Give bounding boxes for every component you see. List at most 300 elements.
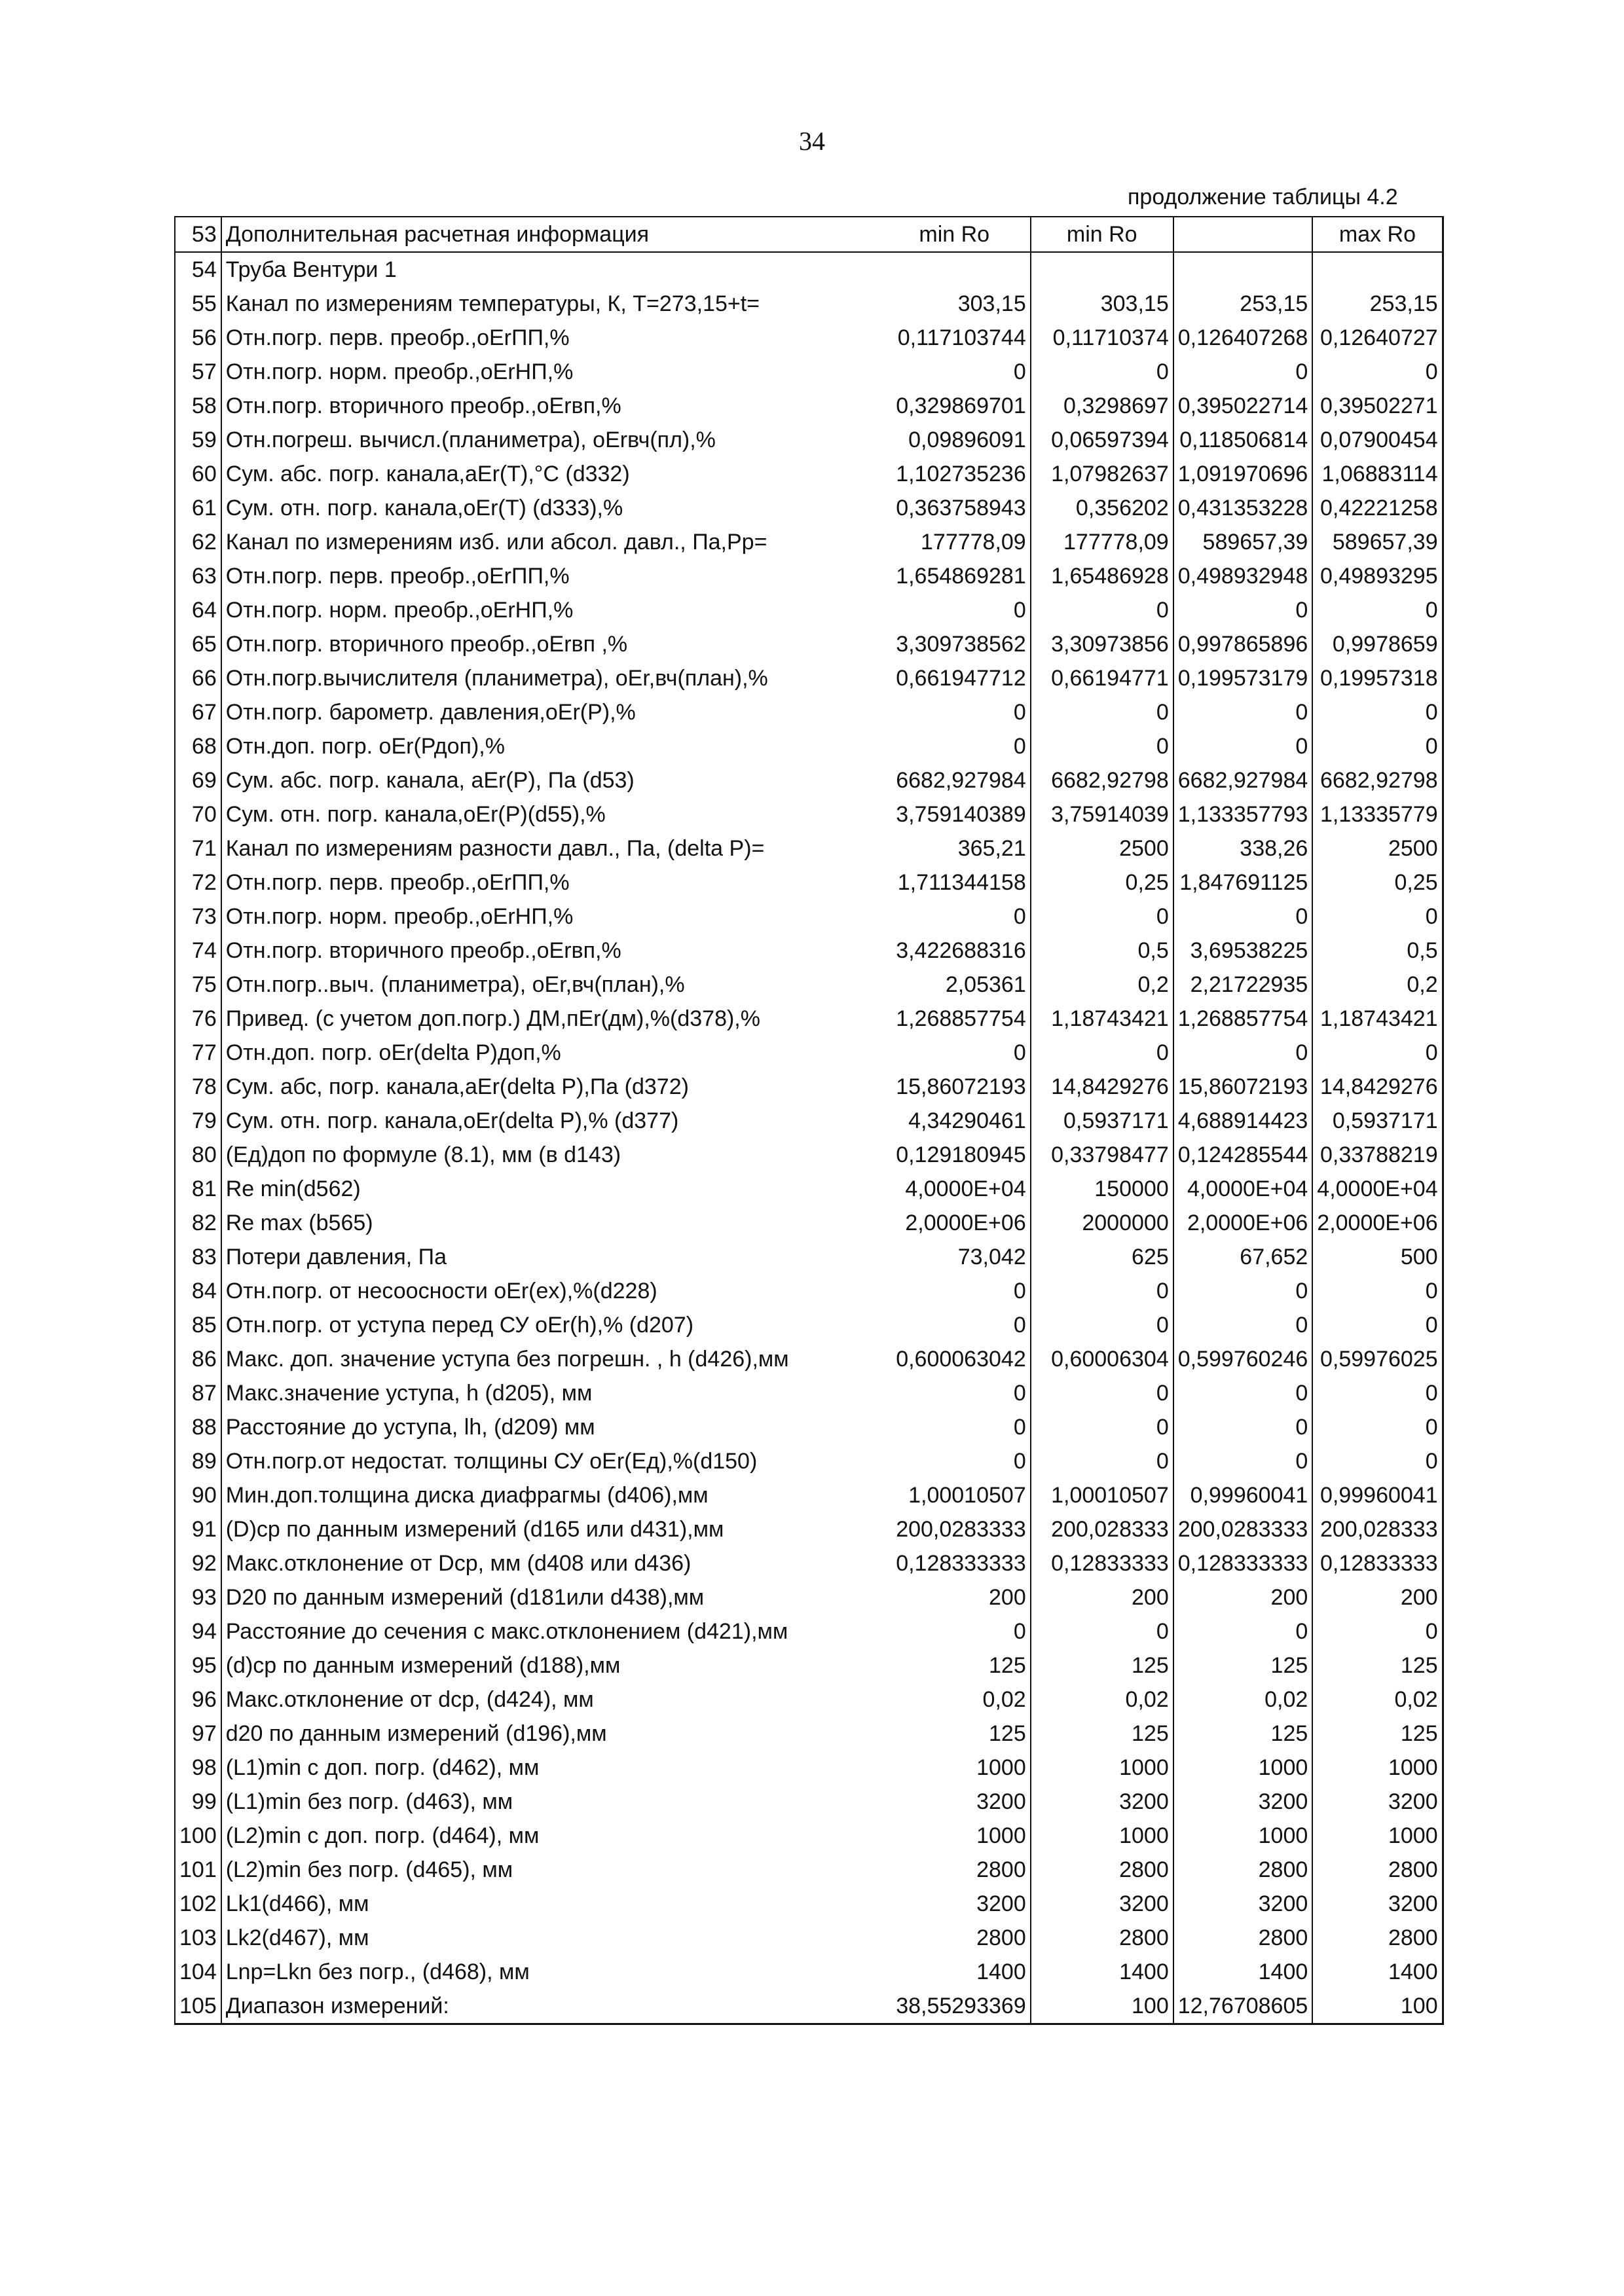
row-value-1: 0 [879,1410,1031,1444]
row-number: 73 [175,900,221,934]
row-number: 85 [175,1308,221,1342]
row-description: Канал по измерениям изб. или абсол. давл., Па,Pp= [221,525,879,559]
table-row [175,866,1443,900]
table-row [175,355,1443,389]
row-value-3: 0,395022714 [1173,389,1313,423]
table-row [175,1785,1443,1819]
row-number: 61 [175,491,221,525]
row-value-4: 0,59976025 [1312,1342,1443,1376]
row-description: (D)ср по данным измерений (d165 или d431),мм [221,1512,879,1546]
row-value-4: 2500 [1312,831,1443,866]
row-value-1: 0,09896091 [879,423,1031,457]
row-number: 70 [175,797,221,831]
row-description: Отн.погр.от недостат. толщины СУ oEr(Ед),%(d150) [221,1444,879,1478]
table-row [175,968,1443,1002]
table-row [175,1546,1443,1580]
table-row [175,1887,1443,1921]
row-value-4: 0 [1312,1036,1443,1070]
table-row [175,1751,1443,1785]
row-value-1: 200,0283333 [879,1512,1031,1546]
calculation-table [174,216,1444,2025]
row-description: Отн.погр.вычислителя (планиметра), oEr,вч(план),% [221,661,879,695]
table-row [175,1036,1443,1070]
row-value-2: 0,60006304 [1031,1342,1173,1376]
row-value-1: 177778,09 [879,525,1031,559]
row-value-2: 0,3298697 [1031,389,1173,423]
row-value-2: 14,8429276 [1031,1070,1173,1104]
row-description: Отн.погр. вторичного преобр.,oErвп,% [221,934,879,968]
row-value-4: 0,12640727 [1312,321,1443,355]
row-description: Отн.погреш. вычисл.(планиметра), oErвч(пл),% [221,423,879,457]
table-row [175,1274,1443,1308]
row-value-3: 0 [1173,355,1313,389]
row-number: 89 [175,1444,221,1478]
row-number: 95 [175,1649,221,1683]
row-number: 77 [175,1036,221,1070]
row-value-4: 3200 [1312,1887,1443,1921]
row-description: Отн.погр. от несоосности oEr(ex),%(d228) [221,1274,879,1308]
table-row [175,729,1443,763]
row-description: Lk2(d467), мм [221,1921,879,1955]
row-value-4: 0 [1312,1274,1443,1308]
row-number: 72 [175,866,221,900]
row-value-4: 1,13335779 [1312,797,1443,831]
row-number: 68 [175,729,221,763]
row-value-3: 0,128333333 [1173,1546,1313,1580]
row-value-4: 0,19957318 [1312,661,1443,695]
row-description: d20 по данным измерений (d196),мм [221,1717,879,1751]
row-description: Отн.доп. погр. oEr(Рдоп),% [221,729,879,763]
row-value-1: 1,711344158 [879,866,1031,900]
row-value-1: 1000 [879,1751,1031,1785]
table-row [175,797,1443,831]
row-value-4: 0,12833333 [1312,1546,1443,1580]
row-value-1: 125 [879,1717,1031,1751]
row-value-3: 0,199573179 [1173,661,1313,695]
row-value-1 [879,252,1031,287]
table-row [175,457,1443,491]
row-value-2: 2500 [1031,831,1173,866]
row-value-1: 0 [879,593,1031,627]
row-number: 100 [175,1819,221,1853]
table-continuation-caption: продолжение таблицы 4.2 [1128,185,1398,210]
table-row [175,423,1443,457]
row-value-2: 3200 [1031,1887,1173,1921]
row-value-1: 0,117103744 [879,321,1031,355]
row-description: D20 по данным измерений (d181или d438),мм [221,1580,879,1614]
row-description: (L2)min без погр. (d465), мм [221,1853,879,1887]
row-value-2: 0 [1031,1376,1173,1410]
row-value-4: 0 [1312,355,1443,389]
row-value-3: 0 [1173,900,1313,934]
row-value-1: 4,0000E+04 [879,1172,1031,1206]
row-value-3: 2,0000E+06 [1173,1206,1313,1240]
row-value-2: 1,00010507 [1031,1478,1173,1512]
row-description: Отн.погр. вторичного преобр.,oErвп,% [221,389,879,423]
page-number: 34 [799,126,825,156]
header-col-2: min Ro [1031,217,1173,252]
row-value-2: 0,02 [1031,1683,1173,1717]
row-number: 76 [175,1002,221,1036]
header-col-3 [1173,217,1313,252]
table-row [175,1717,1443,1751]
row-value-1: 3,422688316 [879,934,1031,968]
row-value-3: 67,652 [1173,1240,1313,1274]
row-description: Сум. отн. погр. канала,oEr(T) (d333),% [221,491,879,525]
row-number: 97 [175,1717,221,1751]
row-description: Отн.погр..выч. (планиметра), oEr,вч(план),% [221,968,879,1002]
row-number: 99 [175,1785,221,1819]
row-number: 57 [175,355,221,389]
row-value-1: 2,05361 [879,968,1031,1002]
row-description: Труба Вентури 1 [221,252,879,287]
row-value-4: 500 [1312,1240,1443,1274]
row-value-3: 0 [1173,1410,1313,1444]
row-description: Отн.погр. перв. преобр.,oErПП,% [221,559,879,593]
row-value-2: 1000 [1031,1751,1173,1785]
row-value-2: 0,5 [1031,934,1173,968]
row-number: 58 [175,389,221,423]
row-value-1: 303,15 [879,287,1031,321]
row-value-3: 0,02 [1173,1683,1313,1717]
row-value-3: 0 [1173,593,1313,627]
table-row [175,1853,1443,1887]
row-value-2: 0,2 [1031,968,1173,1002]
row-value-1: 1000 [879,1819,1031,1853]
row-value-3: 1000 [1173,1819,1313,1853]
row-value-2: 0 [1031,900,1173,934]
row-description: Re min(d562) [221,1172,879,1206]
row-description: Lnp=Lkn без погр., (d468), мм [221,1955,879,1989]
row-value-3: 0,126407268 [1173,321,1313,355]
table-row [175,252,1443,287]
row-value-1: 0,129180945 [879,1138,1031,1172]
row-description: (L1)min без погр. (d463), мм [221,1785,879,1819]
row-description: Макс.отклонение от Dср, мм (d408 или d436) [221,1546,879,1580]
row-description: Канал по измерениям температуры, К, T=273,15+t= [221,287,879,321]
row-value-3: 200 [1173,1580,1313,1614]
row-value-2: 0,356202 [1031,491,1173,525]
row-description: Макс. доп. значение уступа без погрешн. , h (d426),мм [221,1342,879,1376]
row-number: 105 [175,1989,221,2024]
row-value-3: 200,0283333 [1173,1512,1313,1546]
row-number: 60 [175,457,221,491]
table-row [175,627,1443,661]
row-number: 93 [175,1580,221,1614]
row-value-1: 200 [879,1580,1031,1614]
row-value-2: 0 [1031,593,1173,627]
row-number: 79 [175,1104,221,1138]
row-value-2: 1,18743421 [1031,1002,1173,1036]
row-number: 66 [175,661,221,695]
row-value-3: 0,997865896 [1173,627,1313,661]
row-number: 82 [175,1206,221,1240]
row-value-1: 0,329869701 [879,389,1031,423]
row-value-3: 1,091970696 [1173,457,1313,491]
table-row [175,287,1443,321]
row-value-4: 0 [1312,695,1443,729]
row-description: Сум. отн. погр. канала,oEr(P)(d55),% [221,797,879,831]
row-value-1: 0 [879,729,1031,763]
row-value-4: 0 [1312,1614,1443,1649]
row-value-3: 0,431353228 [1173,491,1313,525]
row-description: Макс.отклонение от dср, (d424), мм [221,1683,879,1717]
row-value-3: 0 [1173,1376,1313,1410]
row-value-2: 0,66194771 [1031,661,1173,695]
row-value-2: 177778,09 [1031,525,1173,559]
row-value-3: 1000 [1173,1751,1313,1785]
table-row [175,1989,1443,2024]
row-value-3: 2800 [1173,1853,1313,1887]
row-number: 54 [175,252,221,287]
row-value-1: 0 [879,1308,1031,1342]
row-number: 65 [175,627,221,661]
row-value-3: 253,15 [1173,287,1313,321]
row-number: 83 [175,1240,221,1274]
row-value-4: 0,9978659 [1312,627,1443,661]
row-value-2: 6682,92798 [1031,763,1173,797]
row-value-2: 3,75914039 [1031,797,1173,831]
row-description: Отн.погр. от уступа перед СУ oEr(h),% (d207) [221,1308,879,1342]
row-number: 55 [175,287,221,321]
row-value-2: 0,33798477 [1031,1138,1173,1172]
table-row [175,491,1443,525]
row-number: 103 [175,1921,221,1955]
row-description: Отн.доп. погр. oEr(delta P)доп,% [221,1036,879,1070]
row-value-2: 200,028333 [1031,1512,1173,1546]
row-description: Диапазон измерений: [221,1989,879,2024]
row-value-2: 0 [1031,355,1173,389]
row-description: (Ед)доп по формуле (8.1), мм (в d143) [221,1138,879,1172]
table-row [175,389,1443,423]
row-value-4: 4,0000E+04 [1312,1172,1443,1206]
row-value-3: 0 [1173,1308,1313,1342]
row-description: Отн.погр. норм. преобр.,oErНП,% [221,593,879,627]
table-row [175,1580,1443,1614]
table-row [175,1819,1443,1853]
row-value-4: 200,028333 [1312,1512,1443,1546]
row-description: Отн.погр. норм. преобр.,oErНП,% [221,355,879,389]
row-value-2: 0,06597394 [1031,423,1173,457]
row-value-1: 0 [879,695,1031,729]
row-value-3: 1400 [1173,1955,1313,1989]
row-description: Сум. абс. погр. канала, aEr(P), Па (d53) [221,763,879,797]
row-value-3: 4,0000E+04 [1173,1172,1313,1206]
row-value-2: 1400 [1031,1955,1173,1989]
table-row [175,695,1443,729]
row-value-3: 2800 [1173,1921,1313,1955]
row-description: (d)ср по данным измерений (d188),мм [221,1649,879,1683]
row-value-2: 0,11710374 [1031,321,1173,355]
row-value-4: 0,49893295 [1312,559,1443,593]
row-number: 104 [175,1955,221,1989]
row-value-4: 0,42221258 [1312,491,1443,525]
row-value-4: 3200 [1312,1785,1443,1819]
row-value-4: 0 [1312,1410,1443,1444]
row-description: (L1)min с доп. погр. (d462), мм [221,1751,879,1785]
row-value-1: 73,042 [879,1240,1031,1274]
row-number: 67 [175,695,221,729]
row-value-2: 150000 [1031,1172,1173,1206]
row-number: 102 [175,1887,221,1921]
row-number: 74 [175,934,221,968]
row-value-3: 15,86072193 [1173,1070,1313,1104]
row-value-4: 125 [1312,1649,1443,1683]
table-row [175,1478,1443,1512]
table-row [175,559,1443,593]
table-header-row [175,217,1443,252]
row-value-2: 0 [1031,1444,1173,1478]
row-value-1: 0,600063042 [879,1342,1031,1376]
row-value-4: 0 [1312,1444,1443,1478]
table-row [175,1070,1443,1104]
row-value-2: 2800 [1031,1853,1173,1887]
row-number: 96 [175,1683,221,1717]
row-value-2: 0,12833333 [1031,1546,1173,1580]
row-number: 81 [175,1172,221,1206]
row-value-3: 0,599760246 [1173,1342,1313,1376]
row-value-2: 3,30973856 [1031,627,1173,661]
row-value-2: 1000 [1031,1819,1173,1853]
row-value-2: 100 [1031,1989,1173,2024]
row-value-4: 0,02 [1312,1683,1443,1717]
table-row [175,1955,1443,1989]
row-value-1: 0,661947712 [879,661,1031,695]
row-value-3: 125 [1173,1717,1313,1751]
row-number: 62 [175,525,221,559]
row-value-4: 1,06883114 [1312,457,1443,491]
row-description: Отн.погр. барометр. давления,oEr(P),% [221,695,879,729]
row-description: (L2)min с доп. погр. (d464), мм [221,1819,879,1853]
table-row [175,321,1443,355]
row-value-1: 6682,927984 [879,763,1031,797]
row-number: 91 [175,1512,221,1546]
row-value-4: 589657,39 [1312,525,1443,559]
row-value-2: 0,5937171 [1031,1104,1173,1138]
table-row [175,525,1443,559]
table-row [175,1512,1443,1546]
row-value-4: 0 [1312,1308,1443,1342]
row-value-4: 0,25 [1312,866,1443,900]
row-value-2: 1,07982637 [1031,457,1173,491]
row-value-4: 0 [1312,1376,1443,1410]
row-number: 78 [175,1070,221,1104]
row-value-4: 100 [1312,1989,1443,2024]
row-value-4: 0,39502271 [1312,389,1443,423]
row-value-3: 0,498932948 [1173,559,1313,593]
row-number: 64 [175,593,221,627]
row-value-1: 125 [879,1649,1031,1683]
row-value-1: 3200 [879,1785,1031,1819]
row-description: Сум. абс, погр. канала,aEr(delta P),Па (d372) [221,1070,879,1104]
table-row [175,1206,1443,1240]
row-value-4: 6682,92798 [1312,763,1443,797]
row-number: 87 [175,1376,221,1410]
row-value-2: 2800 [1031,1921,1173,1955]
table-row [175,1308,1443,1342]
row-value-2 [1031,252,1173,287]
row-value-3: 3200 [1173,1887,1313,1921]
row-value-2: 125 [1031,1717,1173,1751]
row-value-1: 0 [879,1036,1031,1070]
row-number: 94 [175,1614,221,1649]
row-number: 71 [175,831,221,866]
row-value-1: 2800 [879,1921,1031,1955]
row-value-3: 1,268857754 [1173,1002,1313,1036]
row-value-3: 4,688914423 [1173,1104,1313,1138]
table-row [175,934,1443,968]
row-value-4: 1,18743421 [1312,1002,1443,1036]
row-value-4: 14,8429276 [1312,1070,1443,1104]
table-row [175,1104,1443,1138]
row-number: 88 [175,1410,221,1444]
row-value-2: 125 [1031,1649,1173,1683]
row-value-1: 2800 [879,1853,1031,1887]
row-value-2: 0 [1031,1410,1173,1444]
row-number: 63 [175,559,221,593]
row-value-1: 3200 [879,1887,1031,1921]
table-row [175,1444,1443,1478]
row-value-4: 200 [1312,1580,1443,1614]
table-row [175,1172,1443,1206]
row-description: Мин.доп.толщина диска диафрагмы (d406),мм [221,1478,879,1512]
table-row [175,1649,1443,1683]
table-row [175,661,1443,695]
row-value-4: 0,5 [1312,934,1443,968]
row-value-3: 12,76708605 [1173,1989,1313,2024]
row-number: 86 [175,1342,221,1376]
table-row [175,593,1443,627]
row-value-2: 0 [1031,1036,1173,1070]
row-number: 80 [175,1138,221,1172]
row-number: 84 [175,1274,221,1308]
row-value-4: 0 [1312,593,1443,627]
row-description: Отн.погр. норм. преобр.,oErНП,% [221,900,879,934]
row-value-3: 0 [1173,729,1313,763]
row-value-1: 0 [879,1376,1031,1410]
row-value-2: 0 [1031,729,1173,763]
row-value-4: 253,15 [1312,287,1443,321]
row-value-3: 589657,39 [1173,525,1313,559]
row-value-4: 2,0000E+06 [1312,1206,1443,1240]
row-value-4: 1000 [1312,1819,1443,1853]
header-row-number: 53 [175,217,221,252]
row-value-1: 0 [879,900,1031,934]
row-value-3: 338,26 [1173,831,1313,866]
row-value-4: 0,07900454 [1312,423,1443,457]
row-value-1: 1,00010507 [879,1478,1031,1512]
row-description: Lk1(d466), мм [221,1887,879,1921]
row-value-4: 1000 [1312,1751,1443,1785]
row-value-1: 3,759140389 [879,797,1031,831]
table-row [175,1342,1443,1376]
row-value-3: 6682,927984 [1173,763,1313,797]
row-description: Отн.погр. перв. преобр.,oErПП,% [221,321,879,355]
table-row [175,1138,1443,1172]
row-value-2: 3200 [1031,1785,1173,1819]
table-row [175,1683,1443,1717]
row-value-3: 2,21722935 [1173,968,1313,1002]
table-row [175,1240,1443,1274]
row-value-1: 0 [879,1614,1031,1649]
row-value-2: 303,15 [1031,287,1173,321]
row-description: Сум. абс. погр. канала,aEr(T),°C (d332) [221,457,879,491]
row-number: 90 [175,1478,221,1512]
row-description: Макс.значение уступа, h (d205), мм [221,1376,879,1410]
row-number: 98 [175,1751,221,1785]
row-value-1: 0,128333333 [879,1546,1031,1580]
row-description: Отн.погр. вторичного преобр.,oErвп ,% [221,627,879,661]
